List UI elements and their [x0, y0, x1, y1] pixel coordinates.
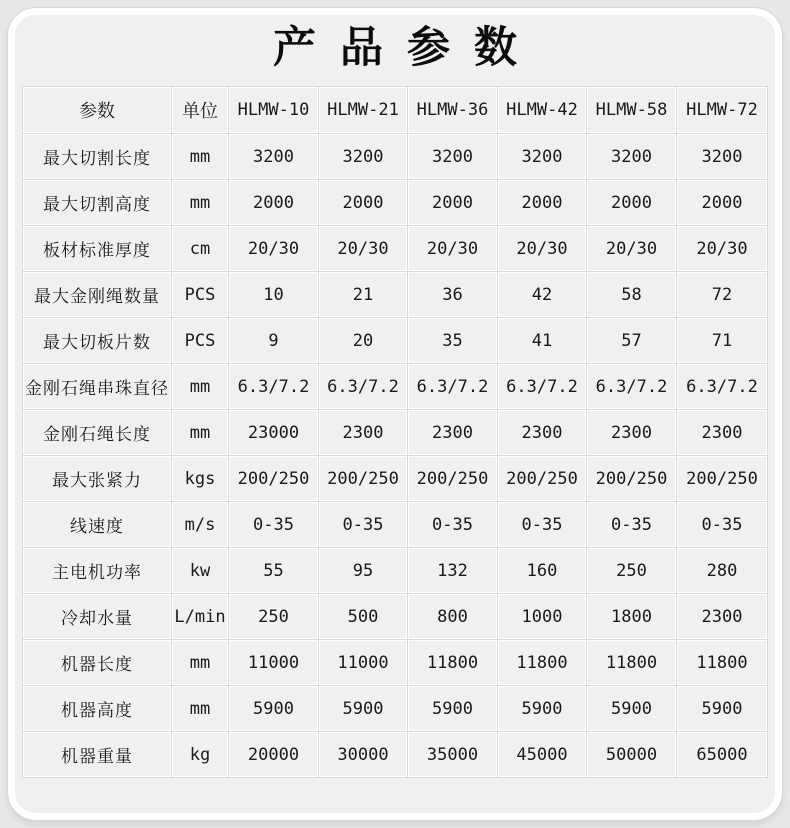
param-cell: 板材标准厚度	[23, 226, 172, 272]
value-cell: 65000	[677, 732, 768, 778]
param-cell: 最大切割长度	[23, 134, 172, 180]
param-cell: 主电机功率	[23, 548, 172, 594]
value-cell: 20	[319, 318, 408, 364]
table-row	[23, 502, 768, 548]
header-cell-model: HLMW-36	[408, 87, 498, 134]
value-cell: 50000	[587, 732, 677, 778]
value-cell: 11800	[677, 640, 768, 686]
value-cell: 2000	[408, 180, 498, 226]
value-cell: 23000	[229, 410, 319, 456]
value-cell: 3200	[319, 134, 408, 180]
value-cell: 5900	[319, 686, 408, 732]
param-cell: 金刚石绳长度	[23, 410, 172, 456]
value-cell: 6.3/7.2	[408, 364, 498, 410]
unit-cell: mm	[172, 640, 229, 686]
value-cell: 5900	[587, 686, 677, 732]
value-cell: 55	[229, 548, 319, 594]
value-cell: 200/250	[677, 456, 768, 502]
header-row	[23, 87, 768, 134]
value-cell: 2000	[498, 180, 587, 226]
value-cell: 3200	[229, 134, 319, 180]
value-cell: 2300	[498, 410, 587, 456]
value-cell: 2300	[319, 410, 408, 456]
value-cell: 2300	[677, 410, 768, 456]
value-cell: 2300	[587, 410, 677, 456]
value-cell: 20/30	[677, 226, 768, 272]
value-cell: 160	[498, 548, 587, 594]
unit-cell: mm	[172, 410, 229, 456]
value-cell: 0-35	[587, 502, 677, 548]
table-row	[23, 318, 768, 364]
value-cell: 500	[319, 594, 408, 640]
value-cell: 200/250	[408, 456, 498, 502]
value-cell: 800	[408, 594, 498, 640]
value-cell: 57	[587, 318, 677, 364]
value-cell: 2000	[587, 180, 677, 226]
value-cell: 3200	[587, 134, 677, 180]
header-cell-model: HLMW-10	[229, 87, 319, 134]
unit-cell: m/s	[172, 502, 229, 548]
value-cell: 11000	[319, 640, 408, 686]
header-cell-model: HLMW-72	[677, 87, 768, 134]
table-row	[23, 226, 768, 272]
value-cell: 2000	[677, 180, 768, 226]
value-cell: 6.3/7.2	[677, 364, 768, 410]
header-cell-model: HLMW-58	[587, 87, 677, 134]
table-row	[23, 548, 768, 594]
param-cell: 机器高度	[23, 686, 172, 732]
value-cell: 2300	[408, 410, 498, 456]
value-cell: 0-35	[229, 502, 319, 548]
param-cell: 线速度	[23, 502, 172, 548]
value-cell: 11800	[587, 640, 677, 686]
value-cell: 42	[498, 272, 587, 318]
value-cell: 2300	[677, 594, 768, 640]
value-cell: 35000	[408, 732, 498, 778]
unit-cell: PCS	[172, 318, 229, 364]
header-cell-model: HLMW-42	[498, 87, 587, 134]
table-row	[23, 594, 768, 640]
value-cell: 20/30	[229, 226, 319, 272]
unit-cell: kw	[172, 548, 229, 594]
header-cell-model: HLMW-21	[319, 87, 408, 134]
param-cell: 最大张紧力	[23, 456, 172, 502]
value-cell: 2000	[229, 180, 319, 226]
value-cell: 6.3/7.2	[319, 364, 408, 410]
value-cell: 250	[229, 594, 319, 640]
param-cell: 机器重量	[23, 732, 172, 778]
value-cell: 11800	[498, 640, 587, 686]
value-cell: 132	[408, 548, 498, 594]
value-cell: 10	[229, 272, 319, 318]
param-cell: 最大切板片数	[23, 318, 172, 364]
value-cell: 36	[408, 272, 498, 318]
value-cell: 95	[319, 548, 408, 594]
product-spec-card	[8, 8, 782, 820]
value-cell: 5900	[677, 686, 768, 732]
value-cell: 200/250	[319, 456, 408, 502]
value-cell: 1800	[587, 594, 677, 640]
value-cell: 2000	[319, 180, 408, 226]
unit-cell: mm	[172, 364, 229, 410]
param-cell: 最大切割高度	[23, 180, 172, 226]
value-cell: 30000	[319, 732, 408, 778]
value-cell: 0-35	[677, 502, 768, 548]
value-cell: 21	[319, 272, 408, 318]
table-row	[23, 180, 768, 226]
unit-cell: kg	[172, 732, 229, 778]
param-cell: 冷却水量	[23, 594, 172, 640]
value-cell: 58	[587, 272, 677, 318]
value-cell: 20/30	[319, 226, 408, 272]
page-title: 产品参数	[273, 24, 541, 72]
value-cell: 6.3/7.2	[498, 364, 587, 410]
value-cell: 71	[677, 318, 768, 364]
value-cell: 250	[587, 548, 677, 594]
unit-cell: mm	[172, 134, 229, 180]
spec-table	[22, 86, 768, 778]
value-cell: 9	[229, 318, 319, 364]
value-cell: 3200	[498, 134, 587, 180]
value-cell: 11000	[229, 640, 319, 686]
value-cell: 0-35	[408, 502, 498, 548]
value-cell: 6.3/7.2	[587, 364, 677, 410]
unit-cell: kgs	[172, 456, 229, 502]
header-cell-param: 参数	[23, 87, 172, 134]
table-row	[23, 640, 768, 686]
param-cell: 金刚石绳串珠直径	[23, 364, 172, 410]
value-cell: 20/30	[498, 226, 587, 272]
unit-cell: PCS	[172, 272, 229, 318]
value-cell: 11800	[408, 640, 498, 686]
table-row	[23, 456, 768, 502]
value-cell: 20/30	[408, 226, 498, 272]
value-cell: 6.3/7.2	[229, 364, 319, 410]
table-row	[23, 134, 768, 180]
table-row	[23, 364, 768, 410]
table-row	[23, 272, 768, 318]
value-cell: 0-35	[498, 502, 587, 548]
value-cell: 200/250	[229, 456, 319, 502]
param-cell: 最大金刚绳数量	[23, 272, 172, 318]
value-cell: 200/250	[587, 456, 677, 502]
value-cell: 20000	[229, 732, 319, 778]
table-row	[23, 686, 768, 732]
value-cell: 5900	[408, 686, 498, 732]
value-cell: 0-35	[319, 502, 408, 548]
value-cell: 20/30	[587, 226, 677, 272]
table-row	[23, 410, 768, 456]
unit-cell: mm	[172, 180, 229, 226]
value-cell: 45000	[498, 732, 587, 778]
value-cell: 41	[498, 318, 587, 364]
value-cell: 3200	[677, 134, 768, 180]
value-cell: 280	[677, 548, 768, 594]
table-row	[23, 732, 768, 778]
value-cell: 72	[677, 272, 768, 318]
param-cell: 机器长度	[23, 640, 172, 686]
unit-cell: cm	[172, 226, 229, 272]
unit-cell: mm	[172, 686, 229, 732]
value-cell: 5900	[229, 686, 319, 732]
value-cell: 3200	[408, 134, 498, 180]
unit-cell: L/min	[172, 594, 229, 640]
value-cell: 5900	[498, 686, 587, 732]
value-cell: 1000	[498, 594, 587, 640]
value-cell: 35	[408, 318, 498, 364]
value-cell: 200/250	[498, 456, 587, 502]
header-cell-unit: 单位	[172, 87, 229, 134]
